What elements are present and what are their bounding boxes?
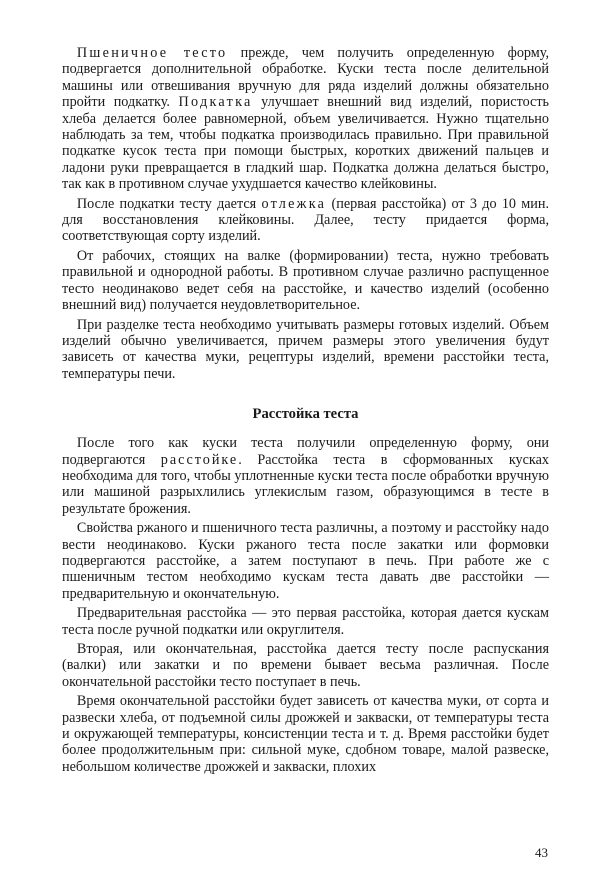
emphasis-otlezhka: отлежка [261,195,327,212]
paragraph-8: Вторая, или окончательная, расстойка дается тесту после распускания (валки) или закатки и по времени бывает весьма различная. После окончательной расстойки тесто поступает в печь. [62,641,549,690]
paragraph-9: Время окончательной расстойки будет зависеть от качества муки, от сорта и развески хлеба, от подъемной силы дрожжей и закваски, от температуры теста и окружающей температуры, консистенции теста и т. д. Время расстойки будет более продолжительным при: сильной муке, сдобном товаре, малой развеске, небольшом количестве дрожжей и закваски, плохих [62,693,549,775]
emphasis-rasstoyke: расстойке [160,451,239,468]
paragraph-5-text-a: После того как куски теста получили определенную форму, они подвергаются [62,435,549,468]
paragraph-2-text-a: После подкатки тесту дается [76,195,262,212]
paragraph-2-text-b: (первая расстойка) от 3 до 10 мин. для восстановления клейковины. Далее, тесту придается форма, соответствующая сорту изделий. [62,195,550,245]
section-heading: Расстойка теста [252,406,359,423]
paragraph-5 [62,435,549,517]
paragraph-2 [62,196,549,245]
paragraph-1-text-b: улучшает внешний вид изделий, пористость хлеба делается более равномерной, объем увеличивается. Нужно тщательно наблюдать за тем, чтобы подкатка производилась правильно. При правильной подкатке кусок теста при помощи быстрых, коротких движений пальцев и ладони руки превращается в гладкий шар. Подкатка должна делаться быстро, так как в противном случае ухудшается качество клейковины. [62,94,549,193]
emphasis-podkatka: Подкатка [178,94,253,111]
paragraph-6: Свойства ржаного и пшеничного теста различны, а поэтому и расстойку надо вести неодинаково. Куски ржаного теста после закатки или формовки подвергаются расстойке, а затем поступают в печь. При работе же с пшеничным тестом необходимо кускам теста давать две расстойки — предварительную и окончательную. [62,520,549,602]
emphasis-wheat-dough: Пшеничное тесто [76,45,228,61]
paragraph-7: Предварительная расстойка — это первая расстойка, которая дается кускам теста после ручной подкатки или округлителя. [62,605,549,638]
paragraph-4: При разделке теста необходимо учитывать размеры готовых изделий. Объем изделий обычно увеличивается, причем размеры этого увеличения будут зависеть от качества муки, рецептуры изделий, времени расстойки теста, температуры печи. [62,316,549,382]
paragraph-3: От рабочих, стоящих на валке (формировании) теста, нужно требовать правильной и однородной работы. В противном случае различно распущенное тесто неодинаково ведет себя на расстойке, и качество изделий (особенно внешний вид) получается неудовлетворительное. [62,247,549,314]
page-body [62,45,549,778]
paragraph-5-text-b: . Расстойка теста в сформованных кусках необходима для того, чтобы уплотненные куски теста после обработки вручную или машиной разрыхлились углекислым газом, образующимся в тесте в результате брожения. [62,451,550,517]
page-number: 43 [535,845,548,860]
paragraph-1-text-a: прежде, чем получить определенную форму, подвергается дополнительной обработке. Куски теста после делительной машины или отвешивания вручную для ряда изделий должны обязательно пройти подкатку. [62,45,550,111]
paragraph-1 [62,45,549,193]
